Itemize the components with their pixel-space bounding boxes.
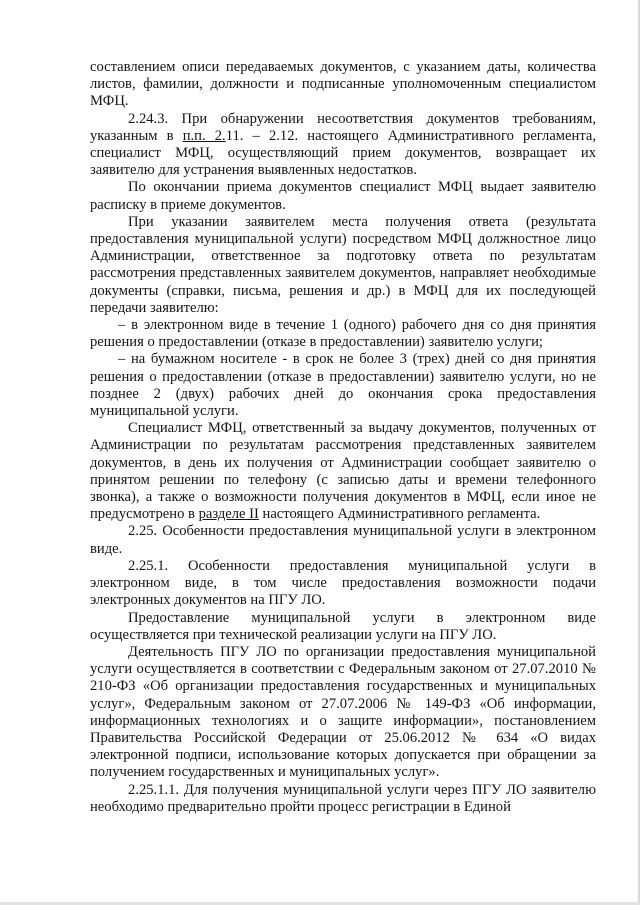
- paragraph-notification-start: Специалист МФЦ, ответственный за выдачу документов, полученных от Администрации по результатам рассмотрения представленных заявителем документов, в день их получения от Администрации сообщает заявителю о принятом решении по телефону (с записью даты и времени телефонного звонка), а также о возможности получения документов в МФЦ, если иное не предусмотрено в: [90, 420, 596, 523]
- paragraph-receipt: По окончании приема документов специалист МФЦ выдает заявителю расписку в приеме документов.: [90, 179, 596, 213]
- paragraph-notification: [90, 420, 596, 523]
- list-item-paper: – на бумажном носителе - в срок не более 3 (трех) дней со дня принятия решения о предоставлении (отказе в предоставлении) заявителю услуги, но не позднее 2 (двух) рабочих дней до окончания срока предоставления муниципальной услуги.: [90, 351, 596, 420]
- paragraph-2-24-3: [90, 111, 596, 180]
- document-body: [90, 59, 596, 816]
- paragraph-2-25-1: 2.25.1. Особенности предоставления муниципальной услуги в электронном виде, в том числе предоставления возможности подачи электронных документов на ПГУ ЛО.: [90, 557, 596, 609]
- paragraph-2-24-3-end: 11. – 2.12. настоящего Административного регламента, специалист МФЦ, осуществляющий прием документов, возвращает их заявителю для устранения выявленных недостатков.: [90, 127, 597, 179]
- list-item-electronic: – в электронном виде в течение 1 (одного) рабочего дня со дня принятия решения о предоставлении (отказе в предоставлении) заявителю услуги;: [90, 317, 596, 351]
- paragraph-response-delivery: При указании заявителем места получения ответа (результата предоставления муниципальной услуги) посредством МФЦ должностное лицо Администрации, ответственное за подготовку ответа по результатам рассмотрения представленных заявителем документов, направляет необходимые документы (справки, письма, решения и др.) в МФЦ для их последующей передачи заявителю:: [90, 213, 596, 316]
- paragraph-2-25-1-1: 2.25.1.1. Для получения муниципальной услуги через ПГУ ЛО заявителю необходимо предварительно пройти процесс регистрации в Единой: [90, 781, 596, 815]
- section-heading-2-25: 2.25. Особенности предоставления муниципальной услуги в электронном виде.: [90, 523, 596, 557]
- paragraph-legal-basis: Деятельность ПГУ ЛО по организации предоставления муниципальной услуги осуществляется в соответствии с Федеральным законом от 27.07.2010 № 210-ФЗ «Об организации предоставления государственных и муниципальных услуг», Федеральным законом от 27.07.2006 № 149-ФЗ «Об информации, информационных технологиях и о защите информации», постановлением Правительства Российской Федерации от 25.06.2012 № 634 «О видах электронной подписи, использование которых допускается при обращении за получением государственных и муниципальных услуг».: [90, 643, 596, 781]
- paragraph-technical-implementation: Предоставление муниципальной услуги в электронном виде осуществляется при технической реализации услуги на ПГУ ЛО.: [90, 609, 596, 643]
- section-reference-link[interactable]: разделе II: [198, 506, 259, 523]
- clause-reference-link[interactable]: п.п. 2.: [182, 127, 226, 144]
- paragraph-notification-end: настоящего Административного регламента.: [258, 506, 541, 523]
- paragraph-1: составлением описи передаваемых документов, с указанием даты, количества листов, фамилии, должности и подписанные уполномоченным специалистом МФЦ.: [90, 59, 596, 110]
- paragraph-2-24-3-start: 2.24.3. При обнаружении несоответствия документов требованиям, указанным в: [90, 110, 596, 144]
